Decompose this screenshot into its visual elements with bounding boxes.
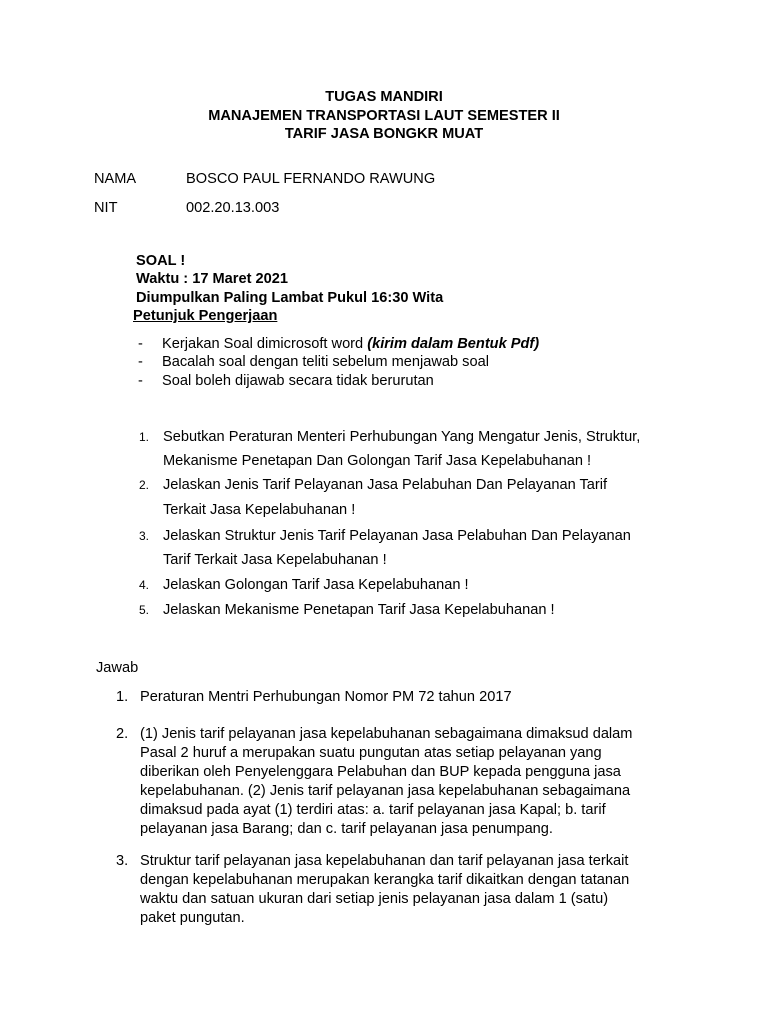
answer-line: kepelabuhanan. (2) Jenis tarif pelayanan jasa kepelabuhanan sebagaimana	[140, 783, 631, 799]
instruction-text: Kerjakan Soal dimicrosoft word	[162, 336, 368, 352]
doc-title-line1: TUGAS MANDIRI	[325, 89, 443, 105]
answer-line: Peraturan Mentri Perhubungan Nomor PM 72 tahun 2017	[140, 689, 512, 705]
answer-line: Pasal 2 huruf a merupakan suatu pungutan atas setiap pelayanan yang	[140, 745, 602, 761]
answer-line: pelayanan jasa Barang; dan c. tarif pelayanan jasa penumpang.	[140, 821, 553, 837]
bullet-dash: -	[138, 373, 143, 389]
answer-text	[140, 725, 676, 839]
nit-value: 002.20.13.003	[186, 200, 280, 216]
question-text: Sebutkan Peraturan Menteri Perhubungan Yang Mengatur Jenis, Struktur,	[163, 429, 641, 445]
question-3	[139, 527, 631, 546]
answer-line: Struktur tarif pelayanan jasa kepelabuhanan dan tarif pelayanan jasa terkait	[140, 853, 629, 869]
question-1	[139, 428, 640, 447]
answer-text	[140, 688, 676, 707]
answer-line: (1) Jenis tarif pelayanan jasa kepelabuhanan sebagaimana dimaksud dalam	[140, 726, 633, 742]
question-text: Jelaskan Jenis Tarif Pelayanan Jasa Pelabuhan Dan Pelayanan Tarif	[163, 477, 608, 493]
soal-waktu: Waktu : 17 Maret 2021	[136, 271, 288, 287]
question-2-cont: Terkait Jasa Kepelabuhanan !	[163, 502, 356, 518]
question-5	[139, 601, 555, 620]
nama-value: BOSCO PAUL FERNANDO RAWUNG	[186, 171, 436, 187]
question-text: Jelaskan Mekanisme Penetapan Tarif Jasa Kepelabuhanan !	[163, 602, 555, 618]
question-number: 2.	[139, 478, 150, 492]
petunjuk-heading: Petunjuk Pengerjaan	[133, 308, 278, 324]
answer-line: waktu dan satuan ukuran dari setiap jenis pelayanan jasa dalam 1 (satu)	[140, 891, 609, 907]
nit-label: NIT	[94, 200, 118, 216]
answer-number: 1.	[116, 689, 129, 705]
bullet-dash: -	[138, 336, 143, 352]
answer-line: dengan kepelabuhanan merupakan kerangka tarif dikaitkan dengan tatanan	[140, 872, 630, 888]
doc-title-line2: MANAJEMEN TRANSPORTASI LAUT SEMESTER II	[208, 108, 560, 124]
answer-text	[140, 852, 676, 928]
doc-title-line3: TARIF JASA BONGKR MUAT	[284, 126, 484, 142]
nama-label: NAMA	[94, 171, 137, 187]
soal-deadline: Diumpulkan Paling Lambat Pukul 16:30 Wita	[136, 290, 444, 306]
answer-number: 2.	[116, 726, 129, 742]
question-1-cont: Mekanisme Penetapan Dan Golongan Tarif Jasa Kepelabuhanan !	[163, 453, 592, 469]
instruction-emphasis: (kirim dalam Bentuk Pdf)	[367, 336, 540, 352]
answers-heading: Jawab	[96, 660, 139, 676]
answer-number: 3.	[116, 853, 129, 869]
question-3-cont: Tarif Terkait Jasa Kepelabuhanan !	[163, 552, 387, 568]
answer-line: dimaksud pada ayat (1) terdiri atas: a. tarif pelayanan jasa Kapal; b. tarif	[140, 802, 606, 818]
instruction-item	[138, 335, 539, 354]
bullet-dash: -	[138, 354, 143, 370]
answer-line: paket pungutan.	[140, 910, 245, 926]
question-number: 5.	[139, 603, 150, 617]
question-4	[139, 576, 469, 595]
question-number: 4.	[139, 578, 150, 592]
instruction-item	[138, 353, 489, 372]
answer-2	[116, 725, 676, 839]
question-number: 1.	[139, 430, 150, 444]
question-text: Jelaskan Struktur Jenis Tarif Pelayanan Jasa Pelabuhan Dan Pelayanan	[163, 528, 631, 544]
question-2	[139, 476, 607, 495]
instruction-text: Soal boleh dijawab secara tidak berurutan	[162, 373, 434, 389]
question-number: 3.	[139, 529, 150, 543]
soal-heading: SOAL !	[136, 253, 186, 269]
instruction-item	[138, 372, 434, 391]
answer-line: diberikan oleh Penyelenggara Pelabuhan dan BUP kepada pengguna jasa	[140, 764, 621, 780]
question-text: Jelaskan Golongan Tarif Jasa Kepelabuhanan !	[163, 577, 469, 593]
answer-3	[116, 852, 676, 928]
instruction-text: Bacalah soal dengan teliti sebelum menjawab soal	[162, 354, 489, 370]
answer-1	[116, 688, 676, 707]
